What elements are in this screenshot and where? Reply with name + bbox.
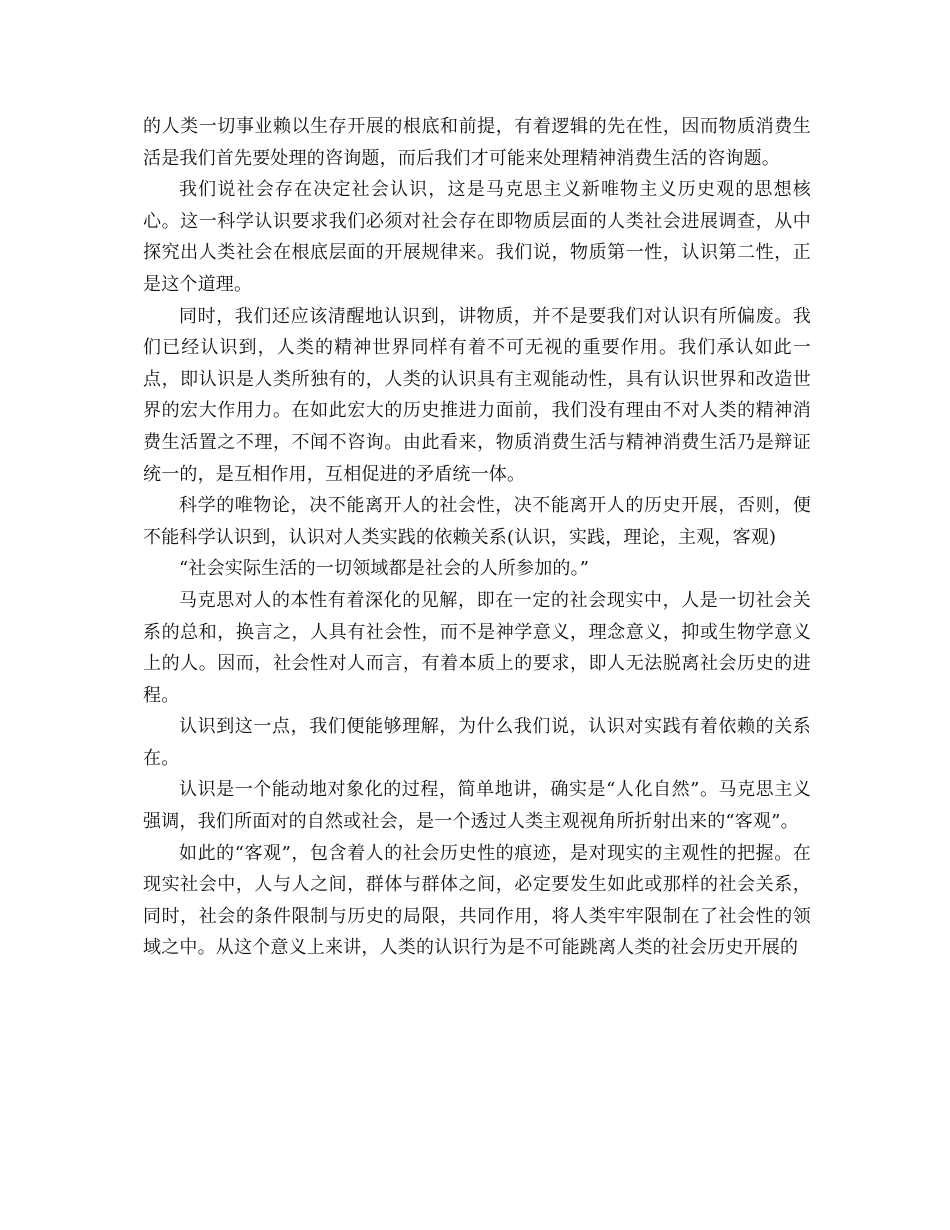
paragraph: 马克思对人的本性有着深化的见解，即在一定的社会现实中，人是一切社会关系的总和，换言之，人具有社会性，而不是神学意义，理念意义，抑或生物学意义上的人。因而，社会性对人而言，有着本质上的要求，即人无法脱离社会历史的进程。 bbox=[143, 589, 811, 706]
paragraph: 认识到这一点，我们便能够理解，为什么我们说，认识对实践有着依赖的关系在。 bbox=[143, 716, 811, 769]
paragraph: 科学的唯物论，决不能离开人的社会性，决不能离开人的历史开展，否则，便不能科学认识到，认识对人类实践的依赖关系(认识，实践，理论，主观，客观) bbox=[143, 495, 811, 548]
paragraph: 同时，我们还应该清醒地认识到，讲物质，并不是要我们对认识有所偏废。我们已经认识到，人类的精神世界同样有着不可无视的重要作用。我们承认如此一点，即认识是人类所独有的，人类的认识具有主观能动性，具有认识世界和改造世界的宏大作用力。在如此宏大的历史推进力面前，我们没有理由不对人类的精神消费生活置之不理，不闻不咨询。由此看来，物质消费生活与精神消费生活乃是辩证统一的，是互相作用，互相促进的矛盾统一体。 bbox=[143, 305, 811, 485]
paragraph: 如此的“客观”，包含着人的社会历史性的痕迹，是对现实的主观性的把握。在现实社会中，人与人之间，群体与群体之间，必定要发生如此或那样的社会关系，同时，社会的条件限制与历史的局限，共同作用，将人类牢牢限制在了社会性的领域之中。从这个意义上来讲，人类的认识行为是不可能跳离人类的社会历史开展的 bbox=[143, 842, 811, 959]
paragraph: 认识是一个能动地对象化的过程，简单地讲，确实是“人化自然”。马克思主义强调，我们所面对的自然或社会，是一个透过人类主观视角所折射出来的“客观”。 bbox=[143, 779, 811, 833]
quote-paragraph: “社会实际生活的一切领域都是社会的人所参加的。” bbox=[179, 558, 590, 580]
paragraph-continued: 的人类一切事业赖以生存开展的根底和前提，有着逻辑的先在性，因而物质消费生活是我们首先要处理的咨询题，而后我们才可能来处理精神消费生活的咨询题。 bbox=[143, 116, 811, 169]
paragraph: 我们说社会存在决定社会认识，这是马克思主义新唯物主义历史观的思想核心。这一科学认识要求我们必须对社会存在即物质层面的人类社会进展调查，从中探究出人类社会在根底层面的开展规律来。我们说，物质第一性，认识第二性，正是这个道理。 bbox=[143, 179, 811, 295]
body-text bbox=[143, 111, 811, 964]
